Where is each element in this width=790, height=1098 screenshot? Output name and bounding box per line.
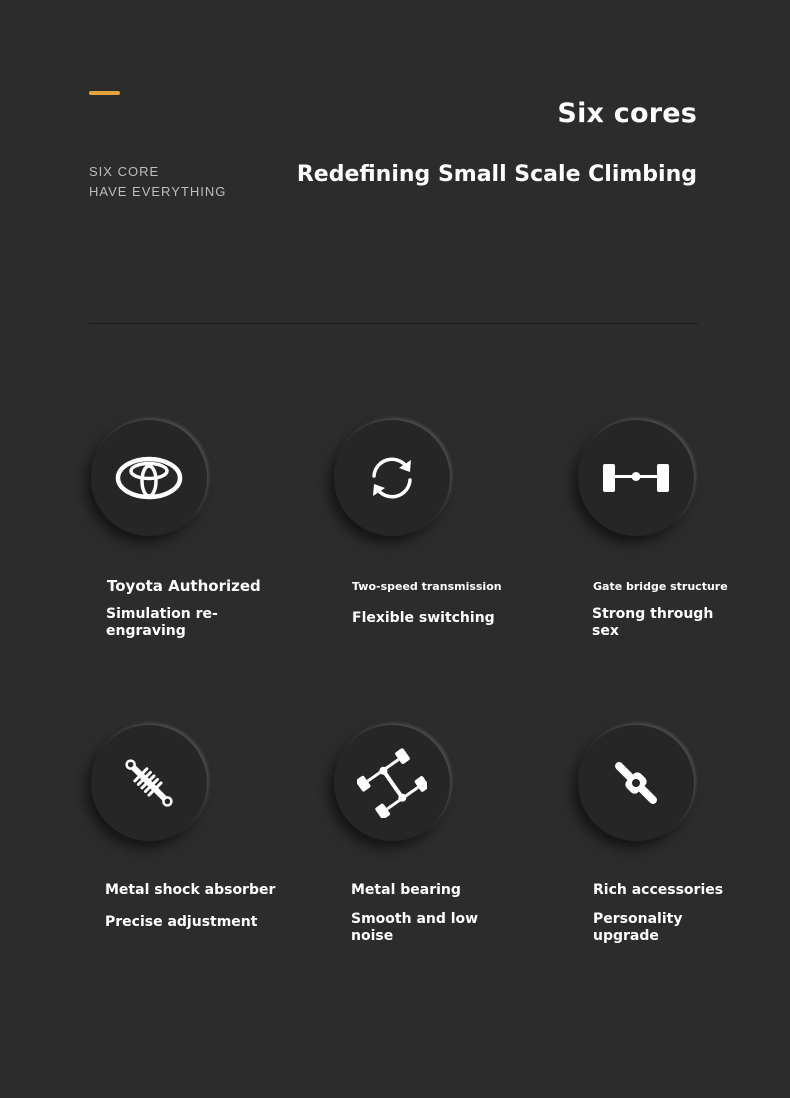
- feature-desc-line: Personality: [593, 911, 683, 927]
- feature-desc-line: Flexible switching: [352, 610, 495, 626]
- feature-desc-line: sex: [592, 623, 619, 639]
- feature-icon-shock: [91, 725, 207, 841]
- page-subtitle: Redefining Small Scale Climbing: [296, 162, 697, 187]
- feature-desc-transmission: [352, 610, 495, 627]
- feature-desc-shock: [105, 914, 257, 931]
- feature-icon-axle: [578, 420, 694, 536]
- side-label-line-2: HAVE EVERYTHING: [89, 184, 227, 199]
- divider: [89, 323, 698, 324]
- feature-desc-line: engraving: [106, 623, 186, 639]
- side-label: [89, 162, 226, 202]
- wrench-icon: [606, 753, 666, 813]
- side-label-line-1: SIX CORE: [89, 164, 160, 179]
- feature-desc-gate-bridge: [592, 606, 713, 640]
- feature-desc-line: noise: [351, 928, 394, 944]
- feature-title-toyota: Toyota Authorized: [107, 577, 261, 595]
- feature-title-shock: Metal shock absorber: [105, 882, 276, 898]
- feature-desc-line: Precise adjustment: [105, 914, 258, 930]
- feature-title-accessories: Rich accessories: [593, 882, 724, 898]
- chassis-icon: [357, 748, 427, 818]
- feature-desc-line: upgrade: [593, 928, 659, 944]
- feature-desc-accessories: [593, 911, 682, 945]
- feature-desc-line: Strong through: [592, 606, 714, 622]
- feature-icon-toyota: [91, 420, 207, 536]
- feature-icon-transmission: [334, 420, 450, 536]
- feature-icon-chassis: [334, 725, 450, 841]
- feature-desc-bearing: [351, 911, 478, 945]
- shock-absorber-icon: [119, 753, 179, 813]
- feature-desc-line: Smooth and low: [351, 911, 479, 927]
- feature-title-bearing: Metal bearing: [351, 882, 461, 898]
- toyota-logo-icon: [114, 453, 184, 503]
- refresh-arrows-icon: [364, 450, 420, 506]
- feature-desc-toyota: [106, 606, 218, 640]
- feature-title-transmission: Two-speed transmission: [352, 580, 502, 593]
- feature-title-gate-bridge: Gate bridge structure: [593, 580, 728, 593]
- feature-icon-accessories: [578, 725, 694, 841]
- feature-desc-line: Simulation re-: [106, 606, 218, 622]
- accent-bar: [89, 91, 120, 95]
- axle-icon: [601, 460, 671, 496]
- page-title: Six cores: [557, 98, 697, 129]
